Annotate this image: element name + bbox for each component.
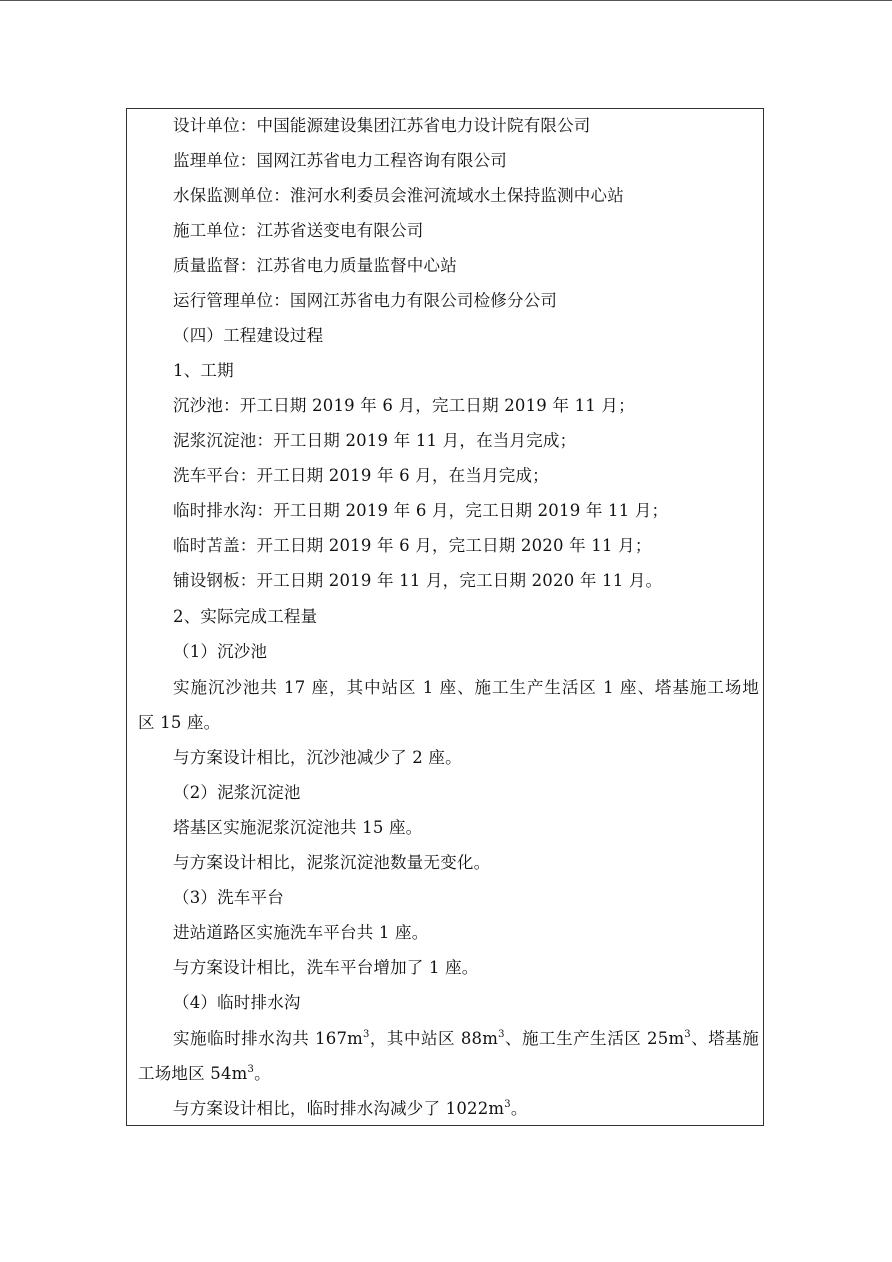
- sedimentation-text: 实施沉沙池共 17 座，其中站区 1 座、施工生产生活区 1 座、塔基施工场地: [173, 678, 759, 697]
- drain-text: [173, 1027, 759, 1051]
- schedule-item: 洗车平台：开工日期 2019 年 6 月，在当月完成；: [173, 466, 549, 485]
- drain-text-seg: ，其中站区 88m: [369, 1029, 499, 1048]
- construction-unit-line: 施工单位：江苏省送变电有限公司: [173, 221, 424, 240]
- sedimentation-text-cont: 区 15 座。: [138, 713, 221, 732]
- section-heading: （四）工程建设过程: [173, 326, 324, 345]
- drain-text-seg: 、施工生产生活区 25m: [504, 1029, 685, 1048]
- cubic-superscript: 3: [247, 1064, 255, 1075]
- schedule-item: 临时苫盖：开工日期 2019 年 6 月，完工日期 2020 年 11 月；: [173, 536, 652, 555]
- drain-compare-seg: 。: [510, 1099, 528, 1118]
- cubic-superscript: 3: [504, 1099, 511, 1110]
- drain-text-cont: [138, 1062, 271, 1086]
- schedule-item: 铺设钢板：开工日期 2019 年 11 月，完工日期 2020 年 11 月。: [173, 571, 663, 590]
- drain-text-seg: 实施临时排水沟共 167m: [173, 1029, 363, 1048]
- schedule-heading: 1、工期: [173, 361, 234, 380]
- drain-text-seg: 工场地区 54m: [138, 1064, 248, 1083]
- mud-heading: （2）泥浆沉淀池: [173, 783, 301, 802]
- supervision-unit-line: 监理单位：国网江苏省电力工程咨询有限公司: [173, 151, 507, 170]
- quantities-heading: 2、实际完成工程量: [173, 607, 318, 626]
- mud-text: 塔基区实施泥浆沉淀池共 15 座。: [173, 818, 423, 837]
- drain-compare-seg: 与方案设计相比，临时排水沟减少了 1022m: [173, 1099, 505, 1118]
- mud-compare: 与方案设计相比，泥浆沉淀池数量无变化。: [173, 853, 491, 872]
- design-unit-line: 设计单位：中国能源建设集团江苏省电力设计院有限公司: [173, 116, 591, 135]
- sedimentation-compare: 与方案设计相比，沉沙池减少了 2 座。: [173, 748, 462, 767]
- schedule-item: 沉沙池：开工日期 2019 年 6 月，完工日期 2019 年 11 月；: [173, 396, 635, 415]
- drain-text-seg: 、塔基施: [690, 1029, 759, 1048]
- sedimentation-heading: （1）沉沙池: [173, 642, 268, 661]
- drain-text-seg: 。: [254, 1064, 271, 1083]
- wash-heading: （3）洗车平台: [173, 888, 284, 907]
- drain-heading: （4）临时排水沟: [173, 993, 301, 1012]
- page-top-rule: [0, 0, 892, 1]
- cubic-superscript: 3: [684, 1029, 691, 1040]
- wash-text: 进站道路区实施洗车平台共 1 座。: [173, 923, 429, 942]
- schedule-item: 泥浆沉淀池：开工日期 2019 年 11 月，在当月完成；: [173, 431, 577, 450]
- soil-monitoring-unit-line: 水保监测单位：淮河水利委员会淮河流域水土保持监测中心站: [173, 186, 624, 205]
- quality-supervision-line: 质量监督：江苏省电力质量监督中心站: [173, 256, 457, 275]
- cubic-superscript: 3: [363, 1029, 370, 1040]
- cubic-superscript: 3: [498, 1029, 505, 1040]
- schedule-item: 临时排水沟：开工日期 2019 年 6 月，完工日期 2019 年 11 月；: [173, 501, 669, 520]
- wash-compare: 与方案设计相比，洗车平台增加了 1 座。: [173, 958, 479, 977]
- operation-unit-line: 运行管理单位：国网江苏省电力有限公司检修分公司: [173, 291, 558, 310]
- drain-compare: [173, 1097, 528, 1121]
